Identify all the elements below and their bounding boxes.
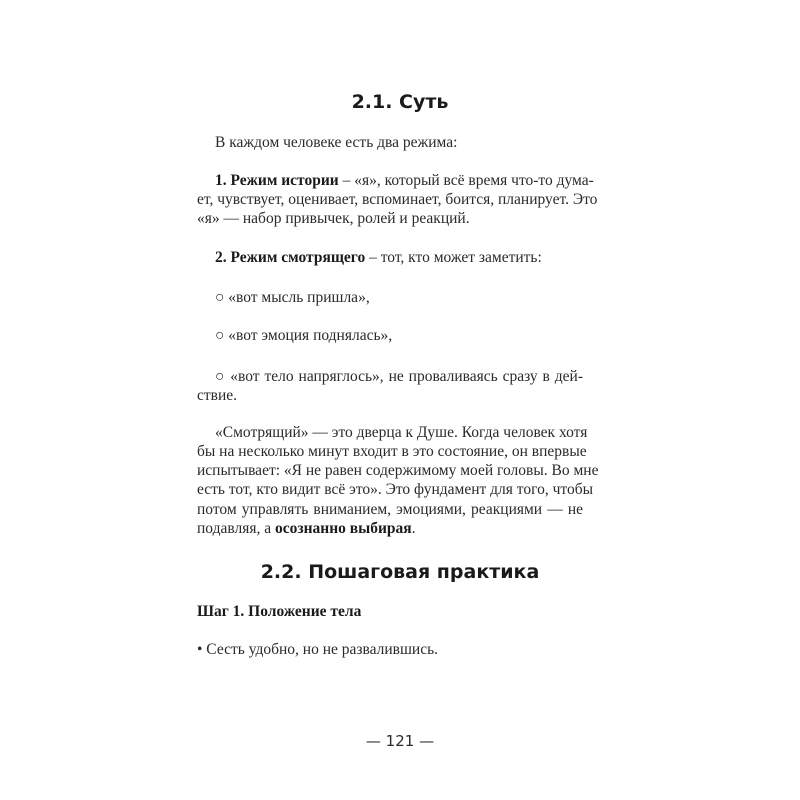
paragraph-line: «Смотрящий» — это дверца к Душе. Когда человек хотя (215, 424, 588, 441)
step-heading (197, 603, 583, 621)
paragraph-line: ет, чувствует, оценивает, вспоминает, боится, планирует. Это (197, 191, 598, 208)
paragraph-line: В каждом человеке есть два режима: (215, 134, 458, 151)
page-number: — 121 — (365, 732, 435, 750)
bullet-item: • Сесть удобно, но не развалившись. (197, 641, 439, 658)
paragraph-line: есть тот, кто видит всё это». Это фундамент для того, чтобы (197, 481, 593, 498)
text: – «я», который всё время что-то дума- (338, 172, 594, 189)
step-title: Шаг 1. Положение тела (197, 603, 362, 620)
bold-term: осознанно выбирая (274, 520, 412, 537)
bold-term: 2. Режим смотрящего (215, 249, 366, 266)
section-heading: 2.1. Суть (351, 91, 449, 113)
paragraph-line: потом управлять вниманием, эмоциями, реакциями — не (197, 501, 583, 518)
paragraph-line: «я» — набор привычек, ролей и реакций. (197, 210, 470, 227)
paragraph-line: бы на несколько минут входит в это состояние, он впервые (197, 443, 587, 460)
bold-term: 1. Режим истории (215, 172, 339, 189)
list-item: ○ «вот мысль пришла», (215, 289, 370, 306)
section-heading: 2.2. Пошаговая практика (260, 561, 540, 583)
paragraph-line: испытывает: «Я не равен содержимому моей головы. Во мне (197, 462, 599, 479)
text: подавляя, а (197, 520, 275, 537)
list-item: ○ «вот тело напряглось», не проваливаясь сразу в дей- (215, 368, 583, 385)
paragraph-line (197, 520, 583, 538)
paragraph-line (197, 249, 583, 267)
paragraph-line (197, 172, 594, 190)
list-item-continuation: ствие. (197, 387, 238, 404)
text: . (411, 520, 416, 537)
list-item: ○ «вот эмоция поднялась», (215, 327, 393, 344)
text: – тот, кто может заметить: (365, 249, 542, 266)
